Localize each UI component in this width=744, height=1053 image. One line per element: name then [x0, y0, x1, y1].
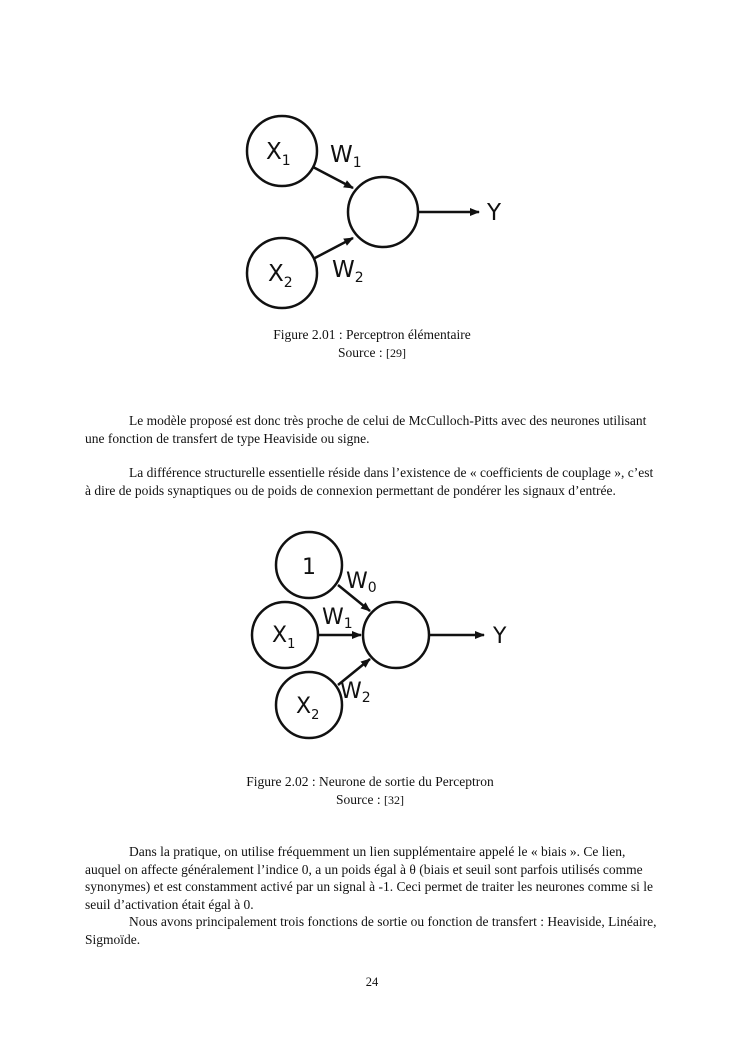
figure1-caption-title: Figure 2.01 : Perceptron élémentaire — [273, 327, 471, 342]
label-w2: W2 — [340, 679, 371, 706]
figure2-source-ref: [32] — [384, 793, 404, 807]
label-x2: $X_2$ — [296, 694, 320, 723]
figure2-caption-title: Figure 2.02 : Neurone de sortie du Perceptron — [246, 774, 494, 789]
figure2-source-prefix: Source : — [336, 792, 384, 807]
output-neuron — [348, 177, 418, 247]
label-w2: $W_2$ — [332, 257, 364, 286]
label-x1: $X_1$ — [272, 623, 296, 652]
connection-w1-arrow — [313, 167, 353, 188]
perceptron-bias-diagram — [240, 528, 530, 748]
figure2-caption — [230, 773, 510, 809]
figure1-source-ref: [29] — [386, 346, 406, 360]
paragraph-fonctions-transfert — [85, 913, 660, 948]
paragraph-4-text: Nous avons principalement trois fonctions de sortie ou fonction de transfert : Heaviside, Linéaire, Sigmoïde. — [85, 914, 657, 947]
perceptron-diagram — [235, 105, 515, 315]
paragraph-2-text: La différence structurelle essentielle réside dans l’existence de « coefficients de couplage », c’est à dire de poids synaptiques ou de poids de connexion permettant de pondérer les signaux d’entrée. — [85, 465, 654, 498]
figure1-caption — [0, 326, 744, 362]
label-w1: W1 — [322, 605, 353, 632]
paragraph-mcculloch-pitts — [85, 412, 660, 447]
label-w0: W0 — [346, 569, 377, 596]
label-output-y: Y — [487, 200, 502, 226]
paragraph-biais — [85, 843, 660, 913]
input-node-x1 — [247, 116, 317, 186]
figure-perceptron-elementaire — [235, 105, 515, 315]
paragraph-coefficients — [85, 464, 660, 499]
label-w1: $W_1$ — [330, 142, 362, 171]
figure2-caption-source — [230, 791, 510, 809]
figure1-source-prefix: Source : — [338, 345, 386, 360]
page-number: 24 — [365, 975, 379, 989]
label-x2: $X_2$ — [268, 261, 293, 291]
figure-neurone-sortie — [240, 528, 530, 748]
connection-w2-arrow — [313, 238, 353, 259]
paragraph-3-text: Dans la pratique, on utilise fréquemment un lien supplémentaire appelé le « biais ». Ce lien, auquel on affecte généralement l’indice 0, a un poids égal à θ (biais et seuil sont parfois utilisés comme synonymes) et est constamment activé par un signal à -1. Ceci permet de traiter les neurones comme si le seuil d’activation était égal à 0. — [85, 844, 653, 912]
label-bias-1: 1 — [302, 555, 316, 580]
output-neuron — [363, 602, 429, 668]
figure1-caption-source — [0, 344, 744, 362]
paragraph-1-text: Le modèle proposé est donc très proche de celui de McCulloch-Pitts avec des neurones utilisant une fonction de transfert de type Heaviside ou signe. — [85, 413, 647, 446]
label-output-y: Y — [493, 624, 507, 649]
label-x1: $X_1$ — [266, 139, 291, 169]
